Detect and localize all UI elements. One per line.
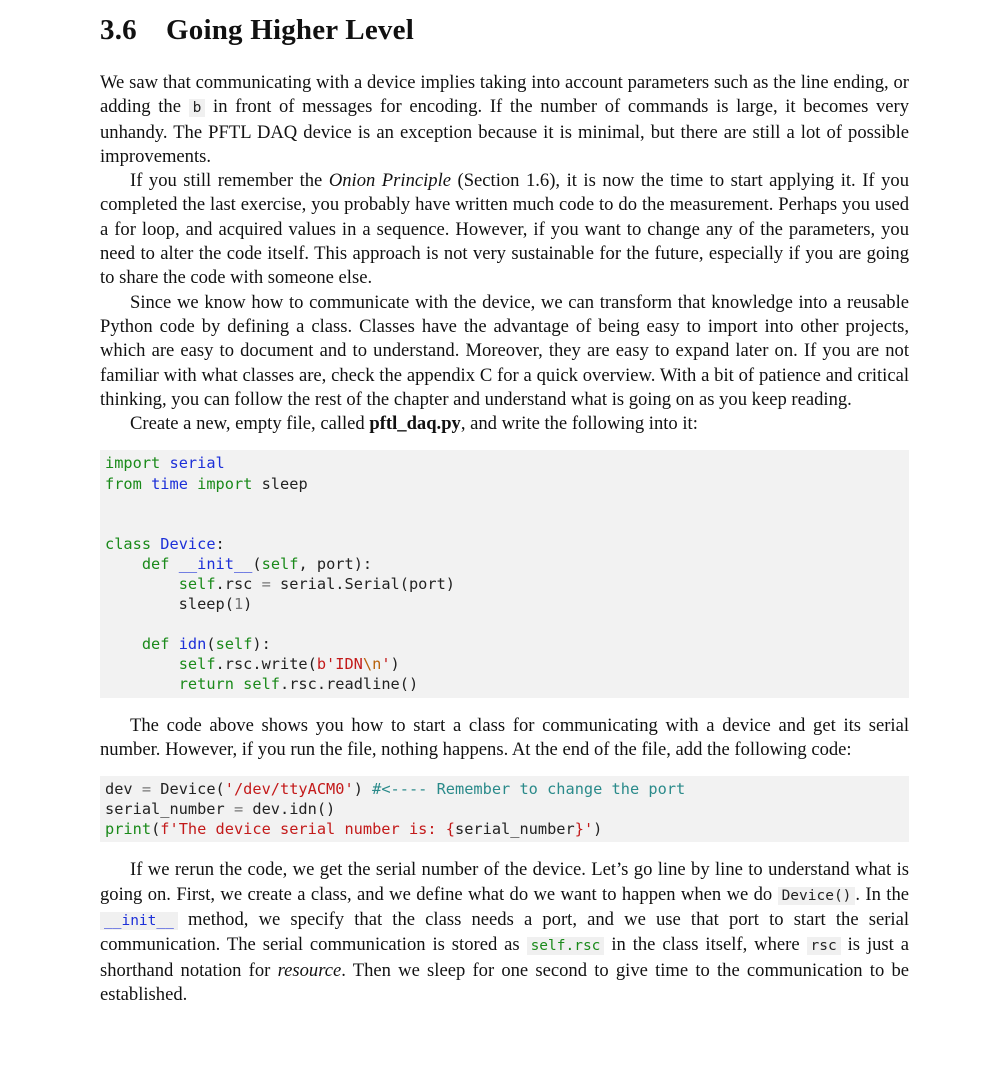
code-token: ): (252, 635, 271, 654)
code-token: = (233, 800, 244, 819)
intro-paragraphs (100, 71, 909, 436)
code-token (105, 555, 142, 573)
code-token: import (197, 474, 253, 493)
section-number: 3.6 (100, 14, 137, 46)
code-line (105, 654, 904, 674)
code-token: class (105, 534, 152, 553)
code-token: ' (583, 820, 594, 839)
inline-code: rsc (807, 937, 841, 955)
text-segment: If you still remember the (130, 170, 329, 192)
code-line (105, 594, 904, 614)
code-token: serial_number (455, 820, 575, 839)
code-token: print (105, 820, 152, 839)
code-token (169, 635, 178, 653)
text-segment: Create a new, empty file, called (130, 413, 370, 435)
text-segment: Since we know how to communicate with the device, we can transform that knowledge into a reusable Python code by defining a class. Classes have the advantage of being easy to import into other projects, which are easy to document and to understand. Moreover, they are easy to expand later on. If you are not familiar with what classes are, check the appendix C for a quick overview. With a bit of patience and critical thinking, you can follow the rest of the chapter and understand what is going on as you keep reading. (100, 291, 909, 410)
paragraph-after (100, 858, 909, 1007)
text-segment: We saw that communicating with a device implies taking into account parameters such as the line ending, or adding the (100, 72, 909, 118)
code-token: : (215, 534, 225, 553)
code-token (105, 675, 179, 693)
code-token (188, 475, 197, 493)
code-token: Device( (151, 780, 225, 799)
code-line (105, 614, 904, 634)
code-token: sleep( (105, 595, 234, 614)
text-segment: . Then we sleep for one second to give time to the communication to be established. (100, 959, 909, 1005)
code-line (105, 574, 904, 594)
code-token: = (261, 575, 271, 594)
code-line (105, 474, 904, 494)
code-token: ( (151, 820, 161, 839)
code-token: def (141, 554, 170, 573)
code-token: Device (160, 534, 216, 553)
code-line (105, 819, 904, 839)
text-segment: in front of messages for encoding. If the number of commands is large, it becomes very unhandy. The PFTL DAQ device is an exception because it is minimal, but there are still a lot of possible improvements. (100, 96, 910, 167)
code-line (105, 779, 904, 799)
code-token (142, 475, 151, 493)
paragraph (100, 169, 909, 290)
code-line (105, 634, 904, 654)
inline-code: self.rsc (527, 937, 605, 955)
text-segment: Onion Principle (328, 170, 451, 192)
code-token: ) (353, 780, 373, 799)
paragraph (100, 412, 909, 436)
code-token: __init__ (178, 554, 253, 573)
code-token: return (178, 675, 234, 694)
text-segment: , and write the following into it: (460, 413, 698, 435)
paragraph (100, 291, 909, 412)
code-token: .rsc.readline() (280, 675, 419, 694)
code-token: '/dev/ttyACM0' (224, 780, 354, 799)
code-line (105, 453, 904, 473)
code-token: dev.idn() (243, 800, 336, 819)
code-token: ) (593, 820, 603, 839)
code-token: f'The device serial number is: (160, 820, 446, 839)
code-line (105, 554, 904, 574)
code-line (105, 494, 904, 514)
code-token (234, 675, 243, 693)
text-segment: (Section 1.6), it is now the time to start applying it. If you completed the last exercise, you probably have written much code to do the measurement. Perhaps you used a for loop, and acquired values in a sequence. However, if you want to change any of the parameters, you need to alter the code itself. This approach is not very sustainable for the future, especially if you are going to share the code with someone else. (100, 170, 909, 289)
section-heading (100, 14, 909, 47)
code-token: serial (169, 454, 225, 473)
code-token: ) (243, 595, 253, 614)
code-token: idn (178, 635, 207, 654)
code-token (151, 535, 160, 553)
code-token: } (574, 820, 584, 839)
code-token: , port): (298, 554, 373, 573)
text-segment: in the class itself, where (604, 934, 807, 956)
code-block-usage (100, 776, 909, 842)
text-segment: pftl_daq.py (369, 413, 461, 435)
code-token: { (445, 820, 455, 839)
code-token: dev (105, 780, 142, 799)
code-token: b'IDN (316, 655, 363, 674)
code-token: ( (252, 554, 262, 573)
paragraph-middle (100, 714, 909, 763)
text-segment: . In the (855, 883, 909, 905)
code-token: self (215, 635, 253, 654)
code-line (105, 534, 904, 554)
code-token (105, 635, 142, 653)
document-page (100, 14, 909, 1007)
code-token (105, 655, 179, 673)
code-token: serial.Serial(port) (270, 575, 456, 594)
section-title: Going Higher Level (166, 14, 414, 46)
code-token (169, 555, 178, 573)
code-line (105, 799, 904, 819)
text-segment: method, we specify that the class needs a port, and we use that port to start the serial communication. The serial communication is stored as (100, 909, 909, 956)
inline-code: b (189, 99, 206, 117)
code-token: from (105, 474, 142, 493)
code-line (105, 674, 904, 694)
code-token: \n (362, 655, 382, 674)
code-line (105, 514, 904, 534)
code-token: time (151, 474, 188, 493)
text-segment: is just a shorthand notation for (100, 934, 909, 981)
inline-code: __init__ (100, 912, 178, 930)
text-segment: The code above shows you how to start a class for communicating with a device and get its serial number. However, if you run the file, nothing happens. At the end of the file, add the following code: (100, 714, 909, 760)
code-token: def (141, 635, 170, 654)
inline-code: Device() (778, 887, 856, 905)
code-token: 1 (233, 595, 244, 614)
code-token: .rsc (215, 575, 262, 594)
code-token: self (261, 554, 299, 573)
text-segment: If we rerun the code, we get the serial number of the device. Let’s go line by line to understand what is going on. First, we create a class, and we define what do we want to happen when we do (100, 859, 909, 905)
code-token: self (178, 655, 216, 674)
code-token: import (105, 454, 161, 473)
code-token: sleep (252, 474, 308, 493)
code-token: ( (206, 635, 216, 654)
code-token: ' (381, 655, 391, 674)
code-token (105, 575, 179, 593)
code-token: serial_number (105, 800, 234, 819)
text-segment: resource (277, 959, 342, 981)
code-token: .rsc.write( (215, 655, 317, 674)
code-token: self (243, 675, 281, 694)
code-token: = (141, 780, 152, 799)
code-token: #<---- Remember to change the port (372, 780, 686, 799)
paragraph (100, 71, 909, 169)
code-block-class-definition (100, 450, 909, 697)
code-token: ) (390, 655, 400, 674)
code-token: self (178, 575, 216, 594)
